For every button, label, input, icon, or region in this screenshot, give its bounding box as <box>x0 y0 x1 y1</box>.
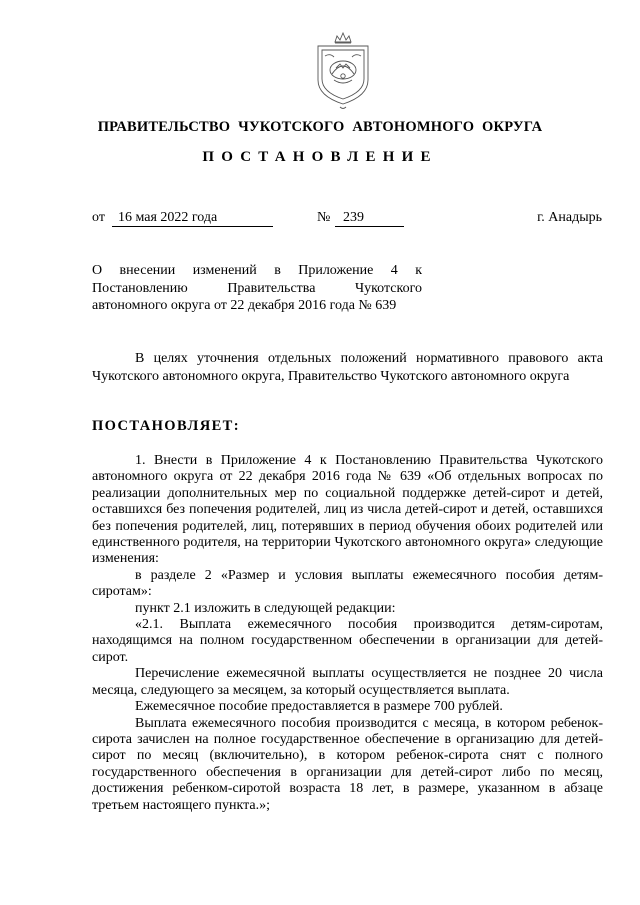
body-paragraph: в разделе 2 «Размер и условия выплаты ежемесячного пособия детям-сиротам»: <box>92 567 603 600</box>
body-paragraph: 1. Внести в Приложение 4 к Постановлению Правительства Чукотского автономного округа от 22 декабря 2016 года № 639 «Об отдельных вопросах по реализации дополнительных мер по социальной поддержке детей-сирот и детей, оставшихся без попечения родителей, лиц из числа детей-сирот и детей, оставшихся без попечения родителей, лиц, потерявших в период обучения обоих родителей или единственного родителя, на территории Чукотского автономного округа» следующие изменения: <box>92 453 603 567</box>
decree-title: ПОСТАНОВЛЕНИЕ <box>202 149 438 165</box>
decree-date: 16 мая 2022 года <box>118 210 218 225</box>
decree-subject <box>92 262 422 315</box>
decree-number: 239 <box>343 210 364 225</box>
number-underline <box>335 226 404 227</box>
city: г. Анадырь <box>537 210 602 225</box>
body-paragraph: пункт 2.1 изложить в следующей редакции: <box>135 600 396 616</box>
date-underline <box>112 226 273 227</box>
resolves-heading: ПОСТАНОВЛЯЕТ: <box>92 418 240 434</box>
body-paragraph: Перечисление ежемесячной выплаты осуществляется не позднее 20 числа месяца, следующего за месяцем, за который осуществляется выплата. <box>92 666 603 698</box>
body-paragraph: Ежемесячное пособие предоставляется в размере 700 рублей. <box>135 699 503 715</box>
decree-body <box>92 453 603 814</box>
subject-line: Постановлению Правительства Чукотского <box>92 280 422 296</box>
subject-line: О внесении изменений в Приложение 4 к <box>92 263 422 278</box>
government-title: ПРАВИТЕЛЬСТВО ЧУКОТСКОГО АВТОНОМНОГО ОКРУГА <box>97 119 543 135</box>
date-number-line <box>92 210 602 230</box>
subject-line: автономного округа от 22 декабря 2016 года № 639 <box>92 298 397 314</box>
number-label: № <box>317 210 331 225</box>
preamble: В целях уточнения отдельных положений нормативного правового акта Чукотского автономного округа, Правительство Чукотского автономного округа <box>92 351 603 384</box>
coat-of-arms-icon <box>310 28 376 110</box>
body-paragraph: «2.1. Выплата ежемесячного пособия производится детям-сиротам, находящимся на полном государственном обеспечении в организации для детей-сирот. <box>92 617 603 665</box>
from-label: от <box>92 210 105 225</box>
body-paragraph: Выплата ежемесячного пособия производится с месяца, в котором ребенок-сирота зачислен на полное государственное обеспечение в организацию для детей-сирот по месяц (включительно), в котором ребенок-сирота снят с полного государственного обеспечения в организации для детей-сирот либо по месяц, достижения ребенком-сиротой возраста 18 лет, в размере, указанном в абзаце третьем настоящего пункта.»; <box>92 715 603 813</box>
